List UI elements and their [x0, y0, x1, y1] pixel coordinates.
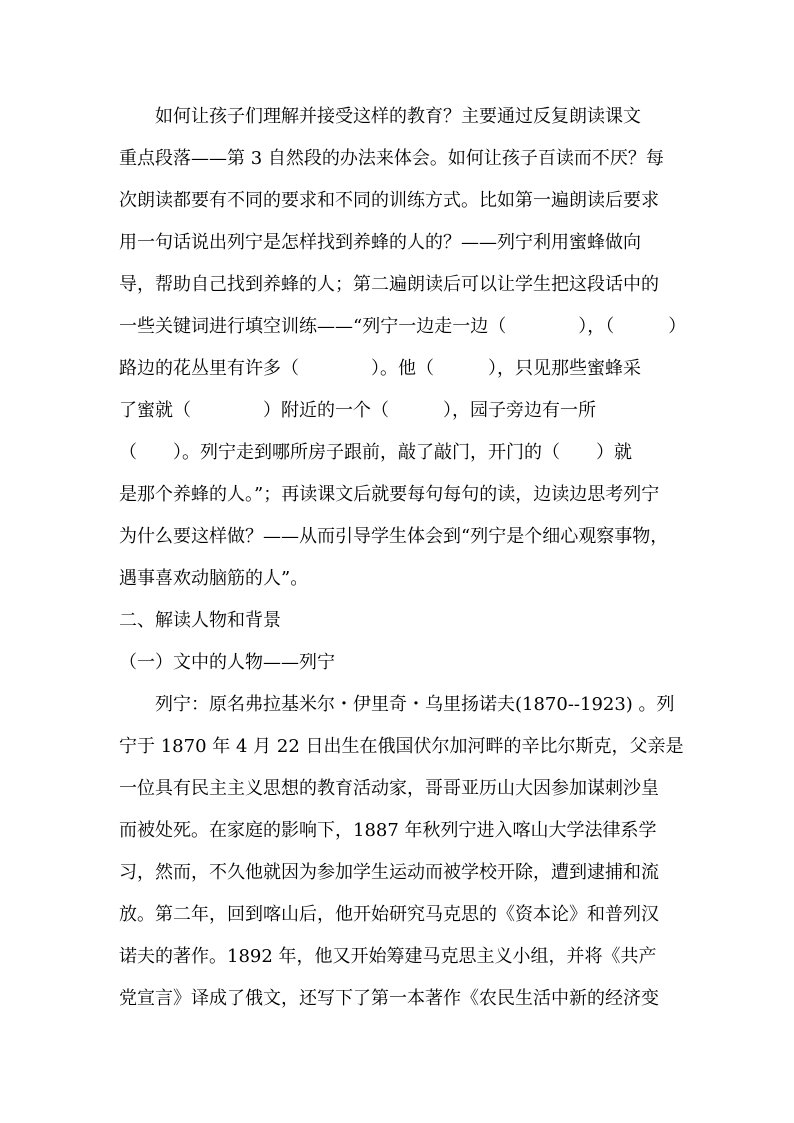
paragraph-line: （ ）。列宁走到哪所房子跟前，敲了敲门，开门的（ ）就 [119, 442, 632, 463]
paragraph-line: 列宁：原名弗拉基米尔・伊里奇・乌里扬诺夫(1870--1923) 。列 [119, 694, 675, 715]
paragraph-line: 宁于 1870 年 4 月 22 日出生在俄国伏尔加河畔的辛比尔斯克，父亲是 [119, 736, 684, 757]
paragraph-line: 重点段落——第 3 自然段的办法来体会。如何让孩子百读而不厌？每 [119, 148, 664, 169]
paragraph-line: 习，然而，不久他就因为参加学生运动而被学校开除，遭到逮捕和流 [119, 862, 659, 883]
paragraph-line: 导，帮助自己找到养蜂的人；第二遍朗读后可以让学生把这段话中的 [119, 274, 659, 295]
paragraph-line: 路边的花丛里有许多（ ）。他（ ），只见那些蜜蜂采 [119, 358, 641, 379]
paragraph-line: 次朗读都要有不同的要求和不同的训练方式。比如第一遍朗读后要求 [119, 190, 659, 211]
section-heading: 二、解读人物和背景 [119, 610, 281, 631]
paragraph-line: 一位具有民主主义思想的教育活动家，哥哥亚历山大因参加谋刺沙皇 [119, 778, 659, 799]
paragraph-line: 如何让孩子们理解并接受这样的教育？主要通过反复朗读课文 [119, 106, 641, 127]
paragraph-line: 遇事喜欢动脑筋的人”。 [119, 568, 309, 589]
paragraph-line: 党宣言》译成了俄文，还写下了第一本著作《农民生活中新的经济变 [119, 988, 659, 1009]
paragraph-line: 诺夫的著作。1892 年，他又开始筹建马克思主义小组，并将《共产 [119, 946, 657, 967]
paragraph-line: 放。第二年，回到喀山后，他开始研究马克思的《资本论》和普列汉 [119, 904, 659, 925]
paragraph-line: 为什么要这样做？——从而引导学生体会到“列宁是个细心观察事物， [119, 526, 669, 547]
paragraph-line: 是那个养蜂的人。”；再读课文后就要每句每句的读，边读边思考列宁 [119, 484, 660, 505]
paragraph-line: 一些关键词进行填空训练——“列宁一边走一边（ ），（ ） [119, 316, 687, 337]
paragraph-line: 而被处死。在家庭的影响下，1887 年秋列宁进入喀山大学法律系学 [119, 820, 657, 841]
subsection-heading: （一）文中的人物——列宁 [119, 652, 335, 673]
paragraph-line: 用一句话说出列宁是怎样找到养蜂的人的？——列宁利用蜜蜂做向 [119, 232, 641, 253]
paragraph-line: 了蜜就（ ）附近的一个（ ），园子旁边有一所 [119, 400, 596, 421]
